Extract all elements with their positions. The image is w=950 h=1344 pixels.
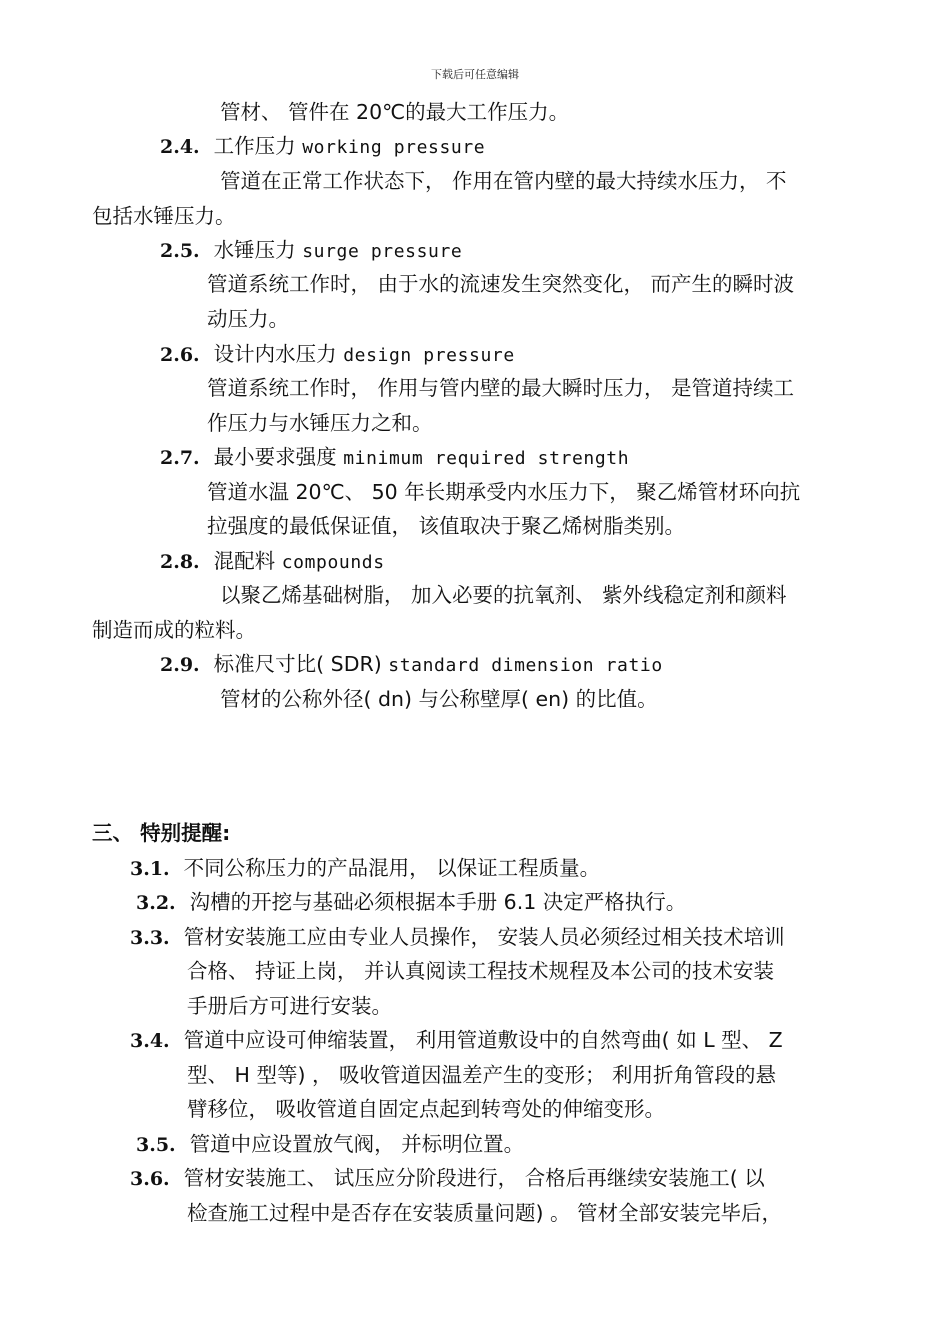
reminder-number: 3.2.	[136, 892, 176, 914]
reminder-text-line: 臂移位， 吸收管道自固定点起到转弯处的伸缩变形。	[187, 1097, 666, 1121]
reminder-text: 管材安装施工应由专业人员操作， 安装人员必须经过相关技术培训	[183, 925, 785, 949]
reminder-text-line: 检查施工过程中是否存在安装质量问题) 。 管材全部安装完毕后，	[187, 1201, 783, 1225]
reminder-number: 3.6.	[130, 1168, 170, 1190]
reminder-item	[130, 1165, 765, 1192]
reminder-text: 沟槽的开挖与基础必须根据本手册 6.1 决定严格执行。	[189, 890, 687, 914]
reminder-item	[130, 855, 600, 882]
definition-body-line: 管道在正常工作状态下， 作用在管内壁的最大持续水压力， 不	[220, 169, 787, 193]
definition-body-line: 动压力。	[207, 307, 289, 331]
definition-number: 2.6.	[160, 344, 200, 366]
reminder-number: 3.4.	[130, 1030, 170, 1052]
reminder-item	[130, 1027, 783, 1054]
definition-body-line: 拉强度的最低保证值， 该值取决于聚乙烯树脂类别。	[207, 514, 686, 538]
reminder-text-line: 手册后方可进行安装。	[187, 994, 392, 1018]
reminder-item	[130, 924, 785, 951]
definition-body-line: 管道水温 20℃、 50 年长期承受内水压力下， 聚乙烯管材环向抗	[207, 480, 801, 504]
definition-number: 2.5.	[160, 240, 200, 262]
page-header: 下载后可任意编辑	[431, 68, 519, 81]
definition-heading	[160, 651, 663, 679]
definition-term-zh: 最小要求强度	[213, 445, 337, 469]
definition-number: 2.7.	[160, 447, 200, 469]
definition-number: 2.9.	[160, 654, 200, 676]
definition-body-line: 制造而成的粒料。	[92, 618, 256, 642]
definition-number: 2.4.	[160, 136, 200, 158]
reminder-text-line: 合格、 持证上岗， 并认真阅读工程技术规程及本公司的技术安装	[187, 959, 775, 983]
definition-body-line: 管材的公称外径( dn) 与公称壁厚( en) 的比值。	[220, 687, 658, 711]
definition-term-en: compounds	[281, 552, 385, 573]
definition-term-zh: 标准尺寸比( SDR)	[213, 652, 382, 676]
definition-body-line: 以聚乙烯基础树脂， 加入必要的抗氧剂、 紫外线稳定剂和颜料	[220, 583, 787, 607]
definition-heading	[160, 133, 485, 161]
reminder-number: 3.5.	[136, 1134, 176, 1156]
definition-term-zh: 水锤压力	[213, 238, 296, 262]
definition-heading	[160, 444, 629, 472]
definition-term-en: minimum required strength	[343, 448, 630, 469]
definition-term-en: working pressure	[302, 137, 486, 158]
reminder-item	[136, 889, 686, 916]
definition-heading	[160, 341, 515, 369]
intro-tail-line: 管材、 管件在 20℃的最大工作压力。	[220, 100, 570, 124]
definition-term-en: standard dimension ratio	[388, 655, 663, 676]
reminder-text: 不同公称压力的产品混用， 以保证工程质量。	[183, 856, 601, 880]
reminder-item	[136, 1131, 524, 1158]
definition-heading	[160, 548, 385, 576]
section-title: 三、 特别提醒:	[92, 821, 231, 845]
reminder-text: 管道中应设可伸缩装置， 利用管道敷设中的自然弯曲( 如 L 型、 Z	[183, 1028, 783, 1052]
definition-heading	[160, 237, 462, 265]
reminder-text-line: 型、 H 型等) ， 吸收管道因温差产生的变形； 利用折角管段的悬	[187, 1063, 776, 1087]
definition-term-zh: 混配料	[213, 549, 276, 573]
definition-body-line: 管道系统工作时， 由于水的流速发生突然变化， 而产生的瞬时波	[207, 272, 795, 296]
definition-body-line: 包括水锤压力。	[92, 204, 236, 228]
definition-term-en: design pressure	[343, 345, 515, 366]
definition-number: 2.8.	[160, 551, 200, 573]
definition-term-en: surge pressure	[302, 241, 463, 262]
reminder-text: 管材安装施工、 试压应分阶段进行， 合格后再继续安装施工( 以	[183, 1166, 765, 1190]
definition-body-line: 管道系统工作时， 作用与管内壁的最大瞬时压力， 是管道持续工	[207, 376, 795, 400]
definition-body-line: 作压力与水锤压力之和。	[207, 411, 433, 435]
reminder-number: 3.3.	[130, 927, 170, 949]
reminder-number: 3.1.	[130, 858, 170, 880]
reminder-text: 管道中应设置放气阀， 并标明位置。	[189, 1132, 525, 1156]
definition-term-zh: 工作压力	[213, 134, 296, 158]
definition-term-zh: 设计内水压力	[213, 342, 337, 366]
